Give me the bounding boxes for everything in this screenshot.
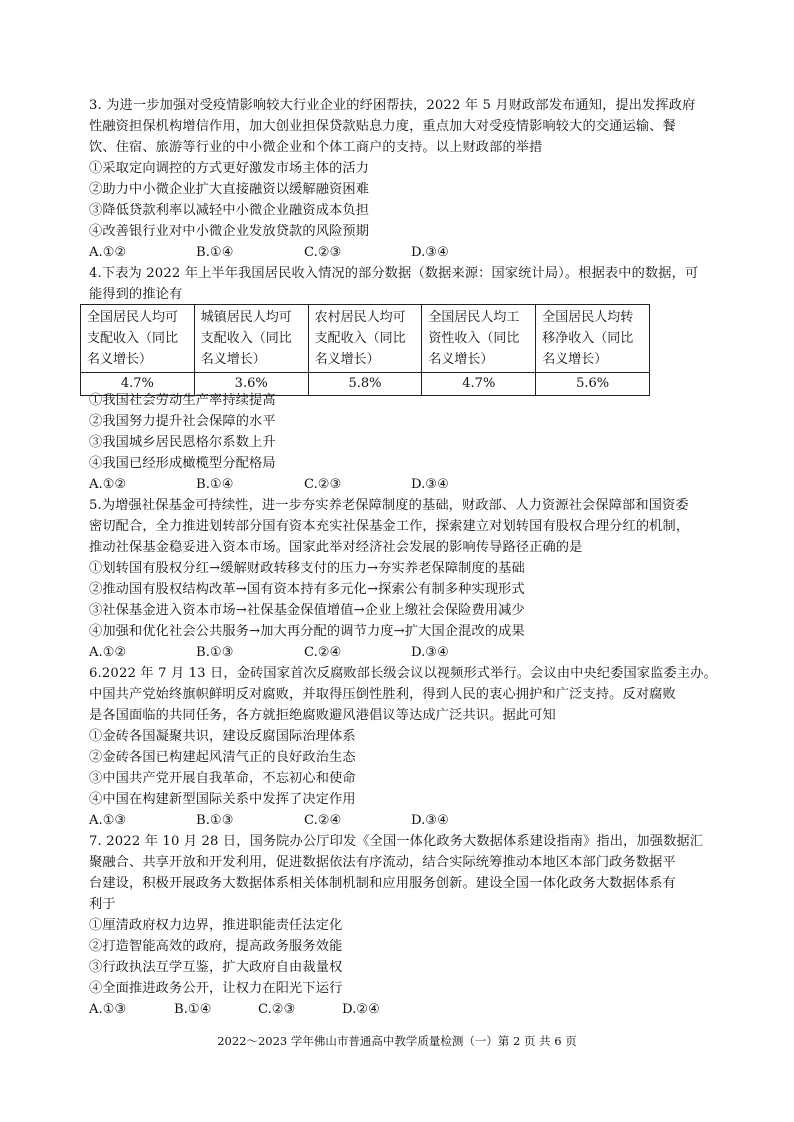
income-table bbox=[80, 304, 650, 396]
q6-option-b[interactable]: B.①③ bbox=[196, 813, 234, 828]
q4-option-b[interactable]: B.①④ bbox=[196, 477, 234, 492]
income-table-header-cell: 全国居民人均转 移净收入（同比 名义增长） bbox=[536, 305, 650, 373]
q6-item: ④中国在构建新型国际关系中发挥了决定作用 bbox=[89, 792, 356, 807]
q4-item: ①我国社会劳动生产率持续提高 bbox=[89, 393, 276, 408]
q6-item: ③中国共产党开展自我革命，不忘初心和使命 bbox=[89, 771, 356, 786]
income-table-header-cell: 城镇居民人均可 支配收入（同比 名义增长） bbox=[194, 305, 308, 373]
q3-option-a[interactable]: A.①② bbox=[89, 245, 127, 260]
q7-stem-line: 7. 2022 年 10 月 28 日，国务院办公厅印发《全国一体化政务大数据体系建设指南》指出，加强数据汇 bbox=[89, 834, 704, 849]
q3-stem-line: 3. 为进一步加强对受疫情影响较大行业企业的纾困帮扶，2022 年 5 月财政部发布通知，提出发挥政府 bbox=[89, 98, 696, 113]
income-table-value-cell: 4.7% bbox=[81, 373, 195, 396]
q5-option-c[interactable]: C.②④ bbox=[304, 645, 342, 660]
q7-option-b[interactable]: B.①④ bbox=[174, 1002, 212, 1017]
income-table-value-cell: 3.6% bbox=[194, 373, 308, 396]
q7-options bbox=[89, 999, 380, 1020]
q4-item: ③我国城乡居民恩格尔系数上升 bbox=[89, 435, 276, 450]
q5-item: ②推动国有股权结构改革→国有资本持有多元化→探索公有制多种实现形式 bbox=[89, 582, 525, 597]
q5-item: ③社保基金进入资本市场→社保基金保值增值→企业上缴社会保险费用减少 bbox=[89, 603, 525, 618]
q5-item: ④加强和优化社会公共服务→加大再分配的调节力度→扩大国企混改的成果 bbox=[89, 624, 525, 639]
q7-stem-line: 聚融合、共享开放和开发利用，促进数据依法有序流动，结合实际统筹推动本地区本部门政务数据平 bbox=[89, 855, 676, 870]
q6-options bbox=[89, 810, 449, 831]
q4-options bbox=[89, 474, 449, 495]
q3-option-b[interactable]: B.①④ bbox=[196, 245, 234, 260]
q7-option-c[interactable]: C.②③ bbox=[258, 1002, 296, 1017]
q5-stem-line: 密切配合，全力推进划转部分国有资本充实社保基金工作，探索建立对划转国有股权合理分红的机制， bbox=[89, 519, 690, 534]
income-table-header-row bbox=[81, 305, 650, 373]
q4-option-d[interactable]: D.③④ bbox=[411, 477, 449, 492]
q3-options bbox=[89, 242, 449, 263]
q5-option-b[interactable]: B.①③ bbox=[196, 645, 234, 660]
q7-item: ③行政执法互学互鉴，扩大政府自由裁量权 bbox=[89, 960, 343, 975]
income-table-value-cell: 5.6% bbox=[536, 373, 650, 396]
income-table-header-cell: 全国居民人均工 资性收入（同比 名义增长） bbox=[422, 305, 536, 373]
q3-option-d[interactable]: D.③④ bbox=[411, 245, 449, 260]
q3-item: ④改善银行业对中小微企业发放贷款的风险预期 bbox=[89, 224, 370, 239]
q3-item: ②助力中小微企业扩大直接融资以缓解融资困难 bbox=[89, 182, 370, 197]
q6-stem-line: 6.2022 年 7 月 13 日，金砖国家首次反腐败部长级会议以视频形式举行。会议由中央纪委国家监委主办。 bbox=[89, 666, 717, 681]
q4-item: ②我国努力提升社会保障的水平 bbox=[89, 414, 276, 429]
income-table-value-cell: 5.8% bbox=[308, 373, 422, 396]
q7-option-a[interactable]: A.①③ bbox=[89, 1002, 127, 1017]
q6-option-d[interactable]: D.③④ bbox=[411, 813, 449, 828]
q4-option-a[interactable]: A.①② bbox=[89, 477, 127, 492]
q5-stem-line: 推动社保基金稳妥进入资本市场。国家此举对经济社会发展的影响传导路径正确的是 bbox=[89, 540, 583, 555]
q3-item: ③降低贷款利率以减轻中小微企业融资成本负担 bbox=[89, 203, 370, 218]
q5-options bbox=[89, 642, 449, 663]
q5-item: ①划转国有股权分红→缓解财政转移支付的压力→夯实养老保障制度的基础 bbox=[89, 561, 525, 576]
q6-stem-line: 中国共产党始终旗帜鲜明反对腐败，并取得压倒性胜利，得到人民的衷心拥护和广泛支持。反对腐败 bbox=[89, 687, 676, 702]
page-footer: 2022～2023 学年佛山市普通高中教学质量检测（一）第 2 页 共 6 页 bbox=[217, 1034, 577, 1048]
q7-item: ④全面推进政务公开，让权力在阳光下运行 bbox=[89, 981, 343, 996]
q7-item: ①厘清政府权力边界，推进职能责任法定化 bbox=[89, 918, 343, 933]
q5-option-d[interactable]: D.③④ bbox=[411, 645, 449, 660]
q7-stem-line: 利于 bbox=[89, 897, 116, 912]
income-table-header-cell: 全国居民人均可 支配收入（同比 名义增长） bbox=[81, 305, 195, 373]
q6-item: ①金砖各国凝聚共识，建设反腐国际治理体系 bbox=[89, 729, 356, 744]
q3-item: ①采取定向调控的方式更好激发市场主体的活力 bbox=[89, 161, 370, 176]
q7-item: ②打造智能高效的政府，提高政务服务效能 bbox=[89, 939, 343, 954]
q3-stem-line: 性融资担保机构增信作用，加大创业担保贷款贴息力度，重点加大对受疫情影响较大的交通运输、餐 bbox=[89, 119, 676, 134]
q4-stem-line: 能得到的推论有 bbox=[89, 287, 183, 302]
q5-option-a[interactable]: A.①② bbox=[89, 645, 127, 660]
q3-stem-line: 饮、住宿、旅游等行业的中小微企业和个体工商户的支持。以上财政部的举措 bbox=[89, 140, 543, 155]
q7-option-d[interactable]: D.②④ bbox=[342, 1002, 380, 1017]
q4-item: ④我国已经形成橄榄型分配格局 bbox=[89, 456, 276, 471]
income-table-value-cell: 4.7% bbox=[422, 373, 536, 396]
q7-stem-line: 台建设，积极开展政务大数据体系相关体制机制和应用服务创新。建设全国一体化政务大数据体系有 bbox=[89, 876, 676, 891]
q5-stem-line: 5.为增强社保基金可持续性，进一步夯实养老保障制度的基础，财政部、人力资源社会保障部和国资委 bbox=[89, 498, 689, 513]
q6-option-c[interactable]: C.②④ bbox=[304, 813, 342, 828]
q6-option-a[interactable]: A.①③ bbox=[89, 813, 127, 828]
q4-option-c[interactable]: C.②③ bbox=[304, 477, 342, 492]
income-table-header-cell: 农村居民人均可 支配收入（同比 名义增长） bbox=[308, 305, 422, 373]
q6-stem-line: 是各国面临的共同任务，各方就拒绝腐败避风港倡议等达成广泛共识。据此可知 bbox=[89, 708, 556, 723]
q4-stem-line: 4.下表为 2022 年上半年我国居民收入情况的部分数据（数据来源：国家统计局）。根据表中的数据，可 bbox=[89, 266, 699, 281]
q6-item: ②金砖各国已构建起风清气正的良好政治生态 bbox=[89, 750, 356, 765]
q3-option-c[interactable]: C.②③ bbox=[304, 245, 342, 260]
